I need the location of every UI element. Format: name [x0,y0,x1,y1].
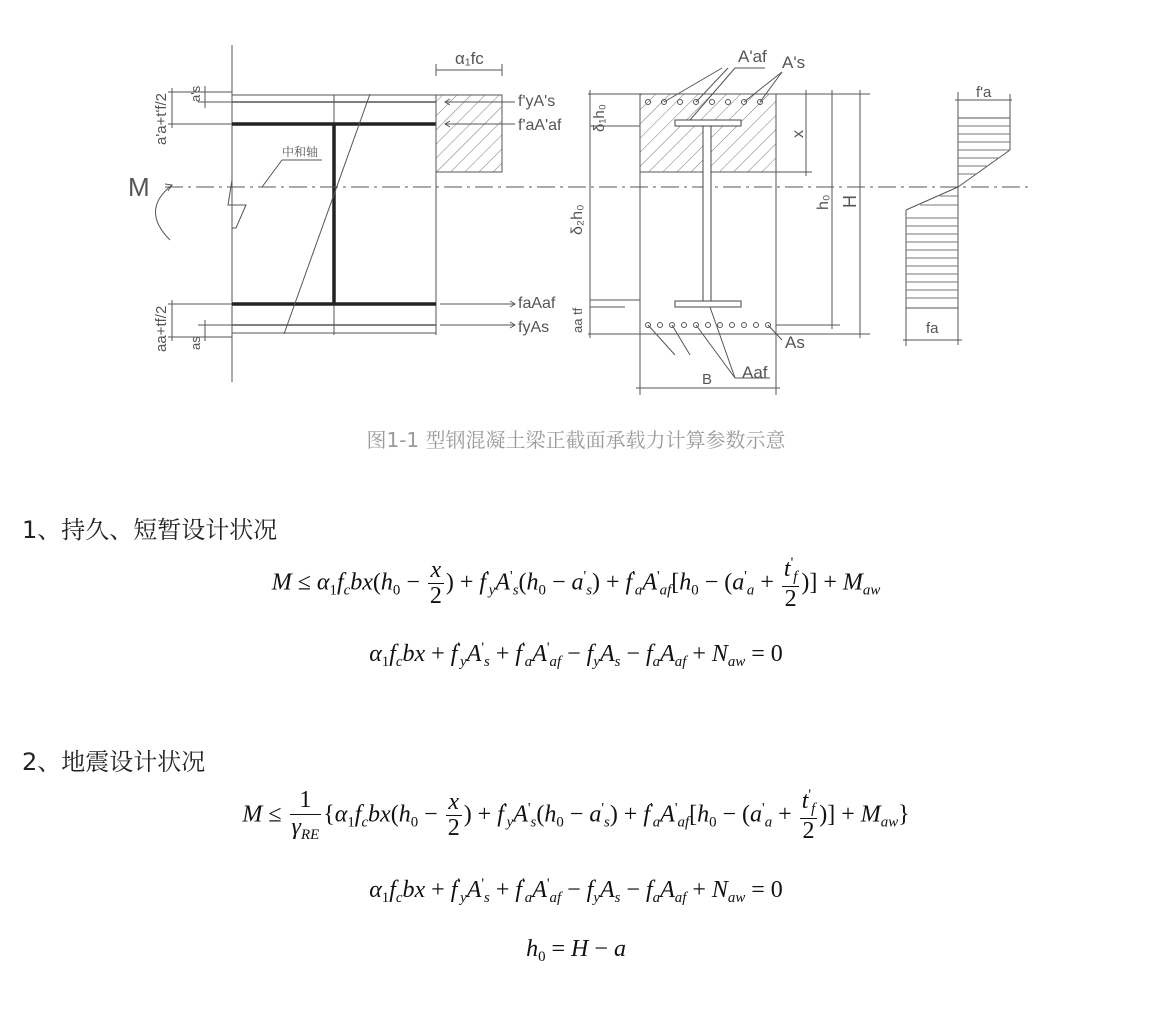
label-As-bot: As [785,333,805,352]
label-B: B [702,371,713,388]
steel-top-flange [675,120,741,126]
leader-line [648,325,675,355]
moment-arrow [155,185,172,240]
label-fyAs-bot: fyAs [518,319,550,336]
stress-slope-bot [906,187,958,210]
stress-diagram [903,92,1012,346]
label-fa-top: f'a [976,84,992,101]
equation-3: M ≤ $\frac{1}{\gamma_{RE}}$ {$\alpha_1f_cbx(h_0$ − $\frac{x}{2}$ ) + $f'_yA'_s(h_0 - a'_s) + f'_aA'_{af}[h_0 - (a'_a$ + $\frac{t'_f}{2}$ )] + $M_{aw}$} [242,787,910,844]
label-Aaf-top: A'af [738,47,767,66]
strain-line [284,94,370,334]
label-M: M [128,172,150,202]
label-a-s-bot: as [188,336,203,350]
label-a-top-tf: a'a+t'f/2 [153,92,170,145]
label-a-bot-right: aa tf [570,307,585,333]
section2-heading: 2、地震设计状况 [22,748,206,776]
label-fa-bot: fa [926,320,939,337]
label-neutral-axis: 中和轴 [282,145,319,159]
neutral-axis-leader [262,160,282,187]
label-H: H [840,195,860,208]
label-Aaf-bot: Aaf [742,363,768,382]
figure-caption: 图1-1 型钢混凝土梁正截面承载力计算参数示意 [366,428,786,452]
section1-heading: 1、持久、短暂设计状况 [22,516,278,544]
label-As-top: A's [782,53,806,72]
label-h0: h₀ [815,194,832,210]
steel-bottom-flange [675,301,741,307]
concrete-compression-block [436,95,502,172]
label-a-s-top: a's [188,85,203,102]
label-delta1h0: δ₁h₀ [591,104,608,132]
bottom-rebars [646,323,771,328]
cross-section [588,68,870,395]
label-faAaf-top: f'aA'af [518,117,562,134]
leader-line [672,325,690,355]
stress-slope-top [958,150,1010,187]
equation-4: $\alpha_1f_cbx + f'_yA'_s + f'_aA'_{af} - f_yA_s - f_aA_{af} + N_{aw} = 0$ [369,876,783,907]
equation-1: $M \le \alpha_1f_cbx(h_0$ − $\frac{x}{2}$ ) + $f'_yA'_s(h_0 - a'_s) + f'_aA'_{af}[h_0 - (a'_a$ + $\frac{t'_f}{2}$ )] + $M_{aw}$ [271,555,881,612]
leader-line [768,325,782,340]
label-fyAs-top: f'yA's [518,93,556,110]
label-a-bot-tf: aa+tf/2 [153,305,170,352]
equation-5: $h_0 = H - a$ [526,936,626,966]
steel-web [703,126,711,301]
leader-line [710,307,735,378]
figure-diagram [0,0,1152,410]
left-elevation [155,45,1030,382]
label-x: x [790,130,807,138]
label-faAaf-bot: faAaf [518,295,556,312]
label-delta2h0: δ₂h₀ [569,204,586,235]
equation-2: $\alpha_1f_cbx + f'_yA'_s + f'_aA'_{af} - f_yA_s - f_aA_{af} + N_{aw} = 0$ [369,640,783,671]
label-a1fc: α₁fc [455,49,484,68]
